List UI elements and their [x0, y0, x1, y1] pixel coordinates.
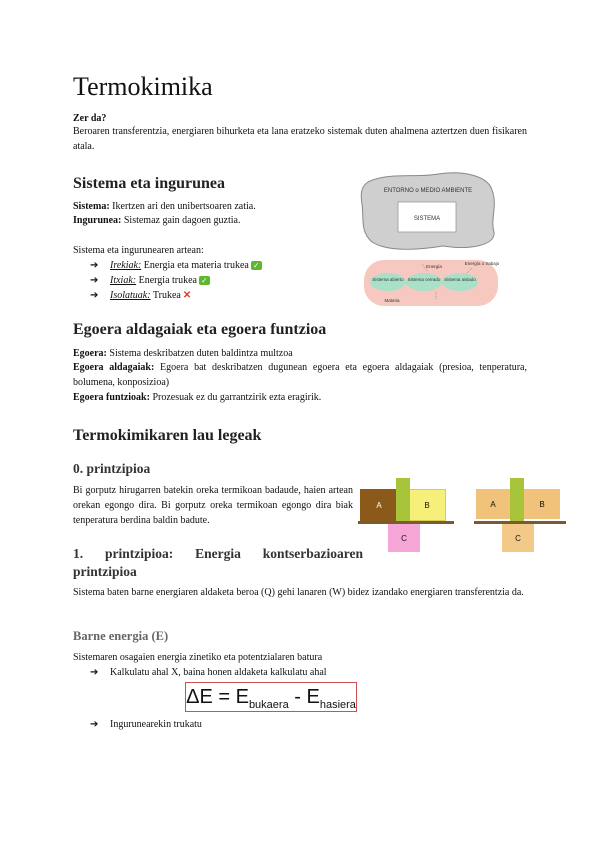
- block-b-light: B: [524, 489, 560, 519]
- closed-system-label: Sistema cerrado: [407, 277, 441, 282]
- intro-question: Zer da?: [73, 113, 107, 124]
- environment-label: ENTORNO o MEDIO AMBIENTE: [383, 188, 473, 194]
- heat-label: Energía o trabajo: [464, 261, 500, 266]
- barne-list-2: [90, 717, 202, 732]
- funtzioak-definition: Egoera funtzioak: Prozesuak ez du garrantzirik ezta eragirik.: [73, 392, 322, 403]
- egoera-definition: Egoera: Sistema deskribatzen duten baldintza multzoa: [73, 348, 293, 359]
- matter-label: Materia: [384, 298, 400, 303]
- environment-diagram: [358, 170, 498, 252]
- energy-equation: $\Delta E = E_{bukaera} - E_{hasiera}$: [185, 682, 357, 712]
- system-types-list: [90, 258, 262, 303]
- divider-wall: [396, 478, 410, 521]
- heading-law1: 1. printzipioa: Energia kontserbazioaren printzipioa: [73, 546, 363, 579]
- check-icon: ✓: [252, 261, 260, 270]
- barne-list-1: [90, 665, 327, 680]
- open-system-ellipse: [370, 273, 406, 291]
- energy-label: Energía: [426, 264, 442, 269]
- ingurunea-definition: Ingurunea: Sistemaz gain dagoen guztia.: [73, 215, 241, 226]
- heading-egoera: Egoera aldagaiak eta egoera funtzioa: [73, 321, 327, 338]
- barne-text: Sistemaren osagaien energia zinetiko eta potentzialaren batura: [73, 652, 323, 663]
- system-label: SISTEMA: [413, 216, 441, 222]
- block-a-dark: A: [360, 489, 398, 521]
- block-a-light: A: [476, 489, 510, 519]
- list-item: ➔ Irekiak: Energia eta materia trukea ✓: [90, 258, 262, 273]
- block-c-orange: C: [502, 524, 534, 552]
- cross-icon: ✕: [182, 290, 192, 301]
- subsystems-diagram: [362, 256, 502, 308]
- closed-system-ellipse: [406, 273, 442, 291]
- sistema-definition: Sistema: Ikertzen ari den unibertsoaren zatia.: [73, 201, 256, 212]
- isolated-system-label: Sistema aislado: [444, 277, 476, 282]
- list-item: ➔ Itxiak: Energia trukea ✓: [90, 273, 262, 288]
- aldagaiak-definition: Egoera aldagaiak: Egoera bat deskribatzen dugunean egoera eta egoera aldagaiak (presioa, tenperatura, bolumena, konposizioa): [73, 362, 527, 388]
- heading-sistema-ingurunea: Sistema eta ingurunea: [73, 175, 225, 192]
- page-title: Termokimika: [73, 72, 213, 101]
- intro-text: Beroaren transferentzia, energiaren bihurketa eta lana eratzeko sistemak duten ahalmena aztertzen duen fisikaren atala.: [73, 126, 527, 152]
- isolated-system-ellipse: [442, 273, 478, 291]
- check-icon: ✓: [201, 276, 208, 285]
- law1-text: Sistema baten barne energiaren aldaketa beroa (Q) gehi lanaren (W) bidez izandako energiaren transferentzia da.: [73, 587, 524, 598]
- list-item: ➔ Isolatuak: Trukea ✕: [90, 288, 262, 303]
- heading-laws: Termokimikaren lau legeak: [73, 427, 262, 444]
- list-item: ➔ Ingurunearekin trukatu: [90, 717, 202, 732]
- exchange-intro: Sistema eta ingurunearen artean:: [73, 245, 204, 256]
- heading-law0: 0. printzipioa: [73, 461, 151, 476]
- divider-wall-2: [510, 478, 524, 521]
- heading-barne-energia: Barne energia (E): [73, 629, 169, 643]
- open-system-label: Sistema abierto: [372, 277, 404, 282]
- list-item: ➔ Kalkulatu ahal X, baina honen aldaketa kalkulatu ahal: [90, 665, 327, 680]
- law0-text: Bi gorputz hirugarren batekin oreka termikoan badaude, haien artean orekan egongo dira. Bi gorputz oreka termikoan egongo dira biak tenperatura berdina baldin badute.: [73, 485, 353, 526]
- blocks-diagram: [358, 476, 568, 556]
- block-c-pink: C: [388, 524, 420, 552]
- block-b: B: [408, 489, 446, 521]
